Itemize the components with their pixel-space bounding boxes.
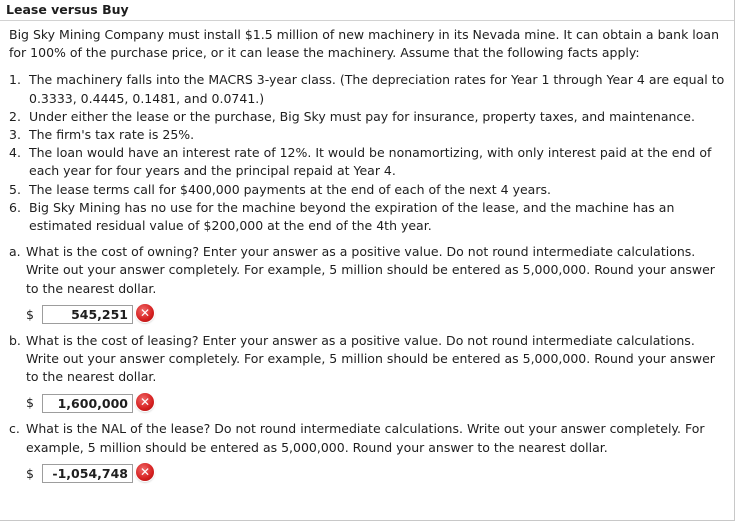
question-a	[9, 243, 726, 326]
question-label: a.	[9, 244, 21, 260]
fact-text: The loan would have an interest rate of 12%. It would be nonamortizing, with only interest paid at the end of each year for four years and the principal repaid at Year 4.	[29, 145, 712, 179]
fact-number: 6.	[9, 199, 21, 215]
incorrect-x-icon: ✕	[136, 463, 154, 481]
answer-row	[26, 392, 726, 414]
facts-list	[9, 71, 726, 235]
answer-row	[26, 304, 726, 326]
fact-number: 4.	[9, 145, 21, 161]
fact-number: 1.	[9, 72, 21, 88]
answer-input-nal[interactable]: -1,054,748	[42, 464, 133, 483]
list-item	[9, 108, 726, 126]
question-text: What is the NAL of the lease? Do not round intermediate calculations. Write out your answer completely. For example, 5 million should be entered as 5,000,000. Round your answer to the nearest dollar.	[26, 421, 705, 455]
question-label: b.	[9, 332, 21, 348]
question-text: What is the cost of leasing? Enter your answer as a positive value. Do not round intermediate calculations. Write out your answer completely. For example, 5 million should be entered as 5,000,000. Round your answer to the nearest dollar.	[26, 332, 715, 385]
question-label: c.	[9, 421, 20, 437]
currency-symbol: $	[26, 306, 34, 322]
list-item	[9, 126, 726, 144]
problem-intro: Big Sky Mining Company must install $1.5 million of new machinery in its Nevada mine. It can obtain a bank loan for 100% of the purchase price, or it can lease the machinery. Assume that the following facts apply:	[9, 27, 719, 61]
question-text: What is the cost of owning? Enter your answer as a positive value. Do not round intermediate calculations. Write out your answer completely. For example, 5 million should be entered as 5,000,000. Round your answer to the nearest dollar.	[26, 244, 715, 296]
list-item	[9, 181, 726, 199]
problem-content	[0, 21, 734, 485]
question-b	[9, 332, 726, 415]
fact-text: The firm's tax rate is 25%.	[29, 127, 195, 143]
fact-text: The lease terms call for $400,000 payments at the end of each of the next 4 years.	[29, 181, 551, 197]
fact-number: 5.	[9, 181, 21, 197]
fact-number: 3.	[9, 127, 21, 143]
problem-title: Lease versus Buy	[0, 0, 734, 21]
fact-text: Big Sky Mining has no use for the machine beyond the expiration of the lease, and the machine has an estimated residual value of $200,000 at the end of the 4th year.	[29, 199, 675, 234]
incorrect-x-icon: ✕	[136, 304, 154, 322]
fact-text: The machinery falls into the MACRS 3-year class. (The depreciation rates for Year 1 through Year 4 are equal to 0.3333, 0.4445, 0.1481, and 0.0741.)	[29, 72, 725, 106]
question-c	[9, 420, 726, 484]
fact-number: 2.	[9, 108, 21, 124]
list-item	[9, 144, 726, 180]
answer-input-cost-of-leasing[interactable]: 1,600,000	[42, 394, 133, 413]
list-item	[9, 71, 726, 107]
fact-text: Under either the lease or the purchase, Big Sky must pay for insurance, property taxes, and maintenance.	[29, 108, 695, 124]
list-item	[9, 199, 726, 235]
currency-symbol: $	[26, 465, 34, 481]
answer-row	[26, 463, 726, 485]
currency-symbol: $	[26, 395, 34, 411]
answer-input-cost-of-owning[interactable]: 545,251	[42, 305, 133, 324]
incorrect-x-icon: ✕	[136, 393, 154, 411]
